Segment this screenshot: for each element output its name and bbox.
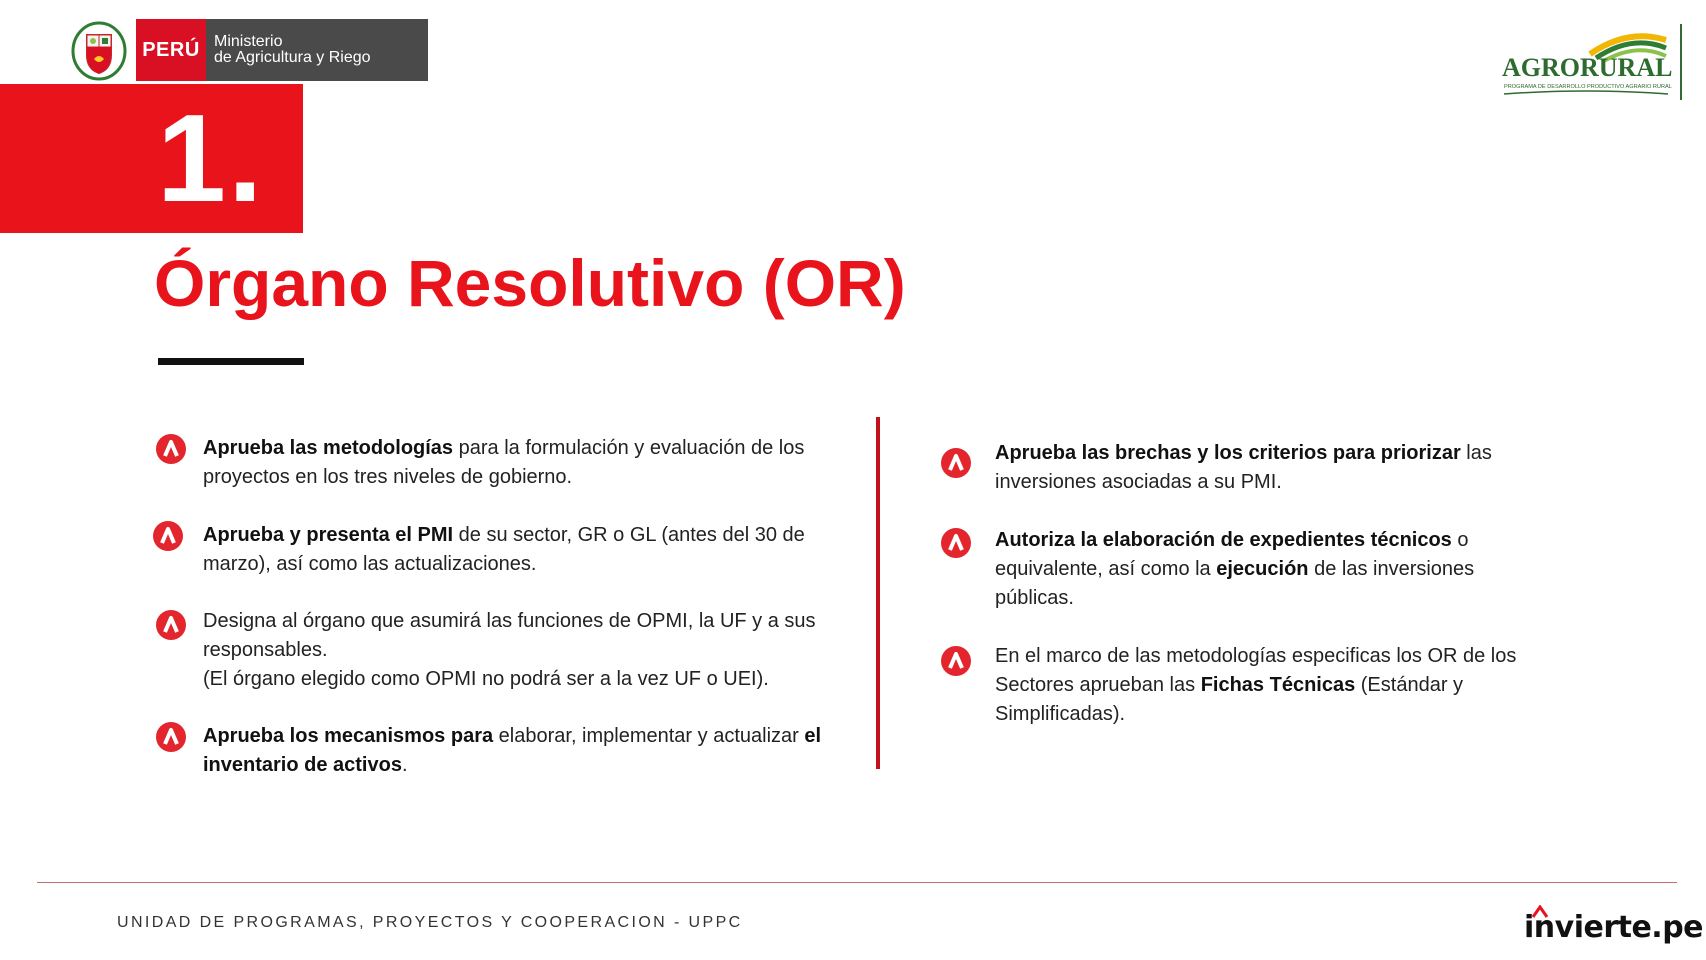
ministry-label	[206, 19, 428, 81]
government-logo	[70, 19, 428, 81]
logo-divider	[1680, 24, 1682, 100]
bullet-icon	[156, 722, 186, 752]
column-divider	[876, 417, 880, 769]
left-item-3: Designa al órgano que asumirá las funciones de OPMI, la UF y a sus responsables. (El órgano elegido como OPMI no podrá ser a la vez UF o UEI).	[203, 610, 816, 690]
coat-of-arms-icon	[70, 19, 128, 81]
right-item-3: En el marco de las metodologías especificas los OR de los Sectores aprueban las Fichas Técnicas (Estándar y Simplificadas).	[995, 645, 1517, 725]
footer-rule	[37, 882, 1677, 883]
bullet-icon	[941, 528, 971, 558]
agrorural-mark-icon	[1498, 24, 1678, 102]
invierte-logo: invierte.pe	[1524, 910, 1704, 945]
ministry-line-2: de Agricultura y Riego	[214, 49, 371, 66]
bullet-icon	[941, 448, 971, 478]
bullet-icon	[156, 434, 186, 464]
page-title: Órgano Resolutivo (OR)	[154, 246, 906, 320]
bullet-icon	[156, 610, 186, 640]
bullet-icon	[941, 646, 971, 676]
bullet-icon	[153, 521, 183, 551]
footer-unit-label: UNIDAD DE PROGRAMAS, PROYECTOS Y COOPERACION - UPPC	[117, 914, 743, 931]
right-item-1: Aprueba las brechas y los criterios para priorizar las inversiones asociadas a su PMI.	[995, 442, 1492, 493]
peru-label: PERÚ	[136, 19, 206, 81]
title-underline	[158, 358, 304, 365]
agrorural-wordmark: AGRORURAL	[1502, 53, 1673, 82]
right-item-2: Autoriza la elaboración de expedientes técnicos o equivalente, así como la ejecución de las inversiones públicas.	[995, 529, 1475, 609]
left-item-2: Aprueba y presenta el PMI de su sector, GR o GL (antes del 30 de marzo), así como las actualizaciones.	[203, 524, 805, 575]
left-item-4: Aprueba los mecanismos para elaborar, implementar y actualizar el inventario de activos.	[203, 725, 822, 776]
section-number-block	[0, 84, 303, 233]
ministry-line-1: Ministerio	[214, 33, 283, 50]
section-number: 1.	[157, 90, 265, 228]
agrorural-subtitle: PROGRAMA DE DESARROLLO PRODUCTIVO AGRARIO RURAL	[1504, 84, 1672, 90]
left-item-1: Aprueba las metodologías para la formulación y evaluación de los proyectos en los tres niveles de gobierno.	[203, 437, 805, 488]
agrorural-logo	[1498, 24, 1678, 102]
